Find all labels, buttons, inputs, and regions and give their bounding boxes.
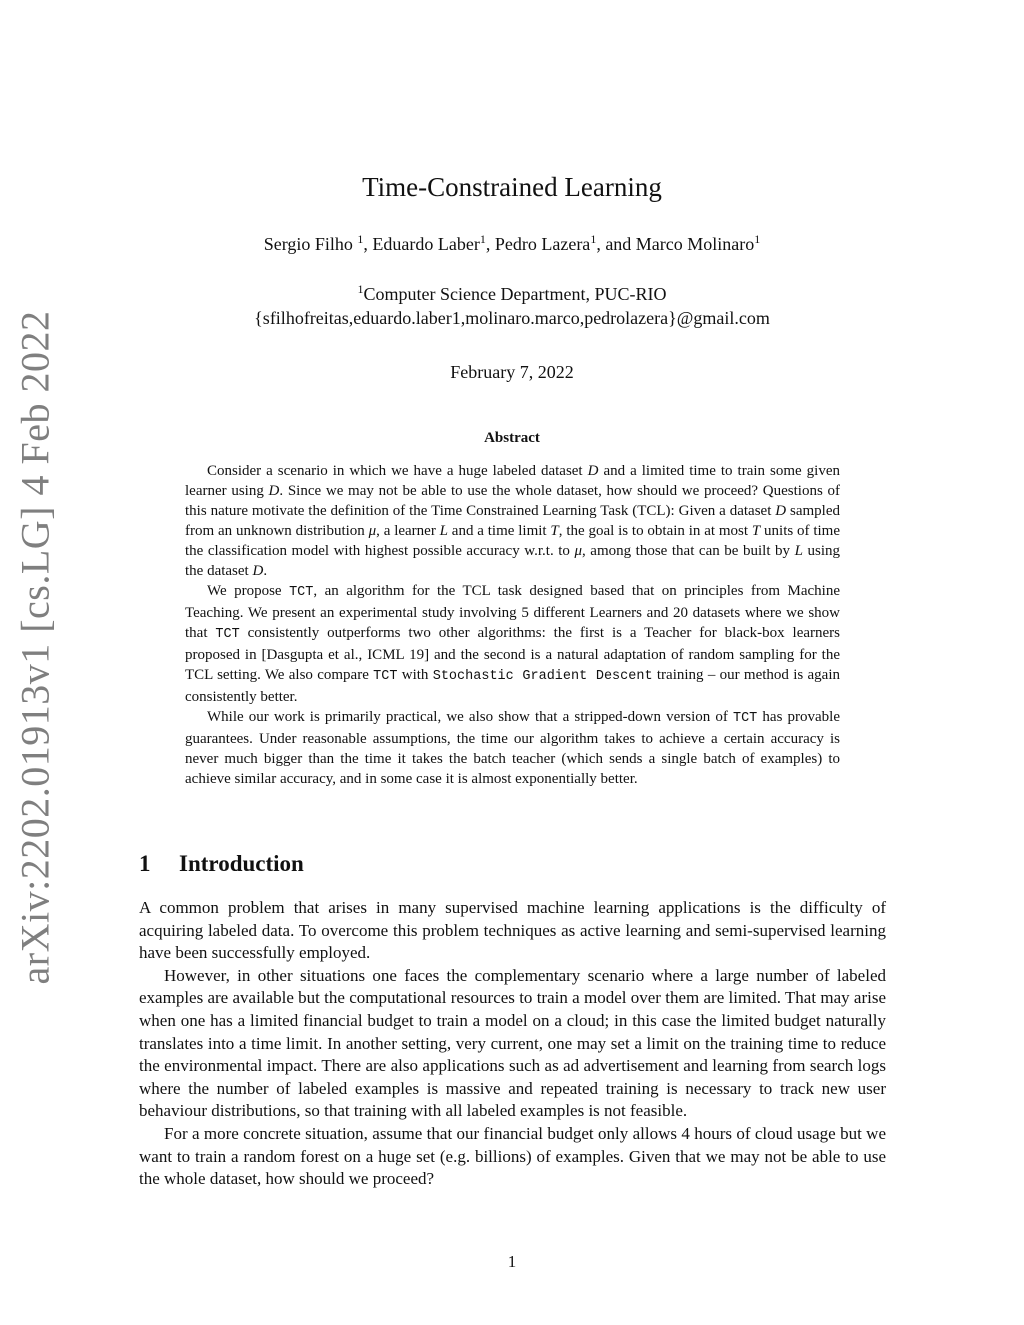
math-symbol: L <box>794 543 803 559</box>
text: Consider a scenario in which we have a huge labeled dataset <box>207 463 588 479</box>
text: , a learner <box>376 523 440 539</box>
text: units of time the classification model with highest possible accuracy w.r.t. to <box>185 523 840 559</box>
body-paragraph: A common problem that arises in many supervised machine learning applications is the difficulty of acquiring labeled data. To overcome this problem techniques as active learning and semi-supervised learning have been successfully employed. <box>139 898 886 963</box>
text: consistently outperforms two other algorithms: the first is a Teacher for black-box learners proposed in [Dasgupta et al., ICML 19] and the second is a natural adaptation of random sampling for the TCL setting. We also compare <box>185 625 840 683</box>
abstract-paragraph-2 <box>185 581 840 707</box>
math-symbol: μ <box>574 543 582 559</box>
introduction-body <box>139 897 886 1191</box>
text: . Since we may not be able to use the whole dataset, how should we proceed? Questions of this nature motivate the definition of the Time Constrained Learning Task (TCL): Given a dataset <box>185 483 840 519</box>
math-symbol: μ <box>368 523 377 539</box>
code-term: TCT <box>215 627 240 642</box>
code-term: Stochastic Gradient Descent <box>432 669 653 684</box>
body-paragraph: However, in other situations one faces the complementary scenario where a large number of labeled examples are available but the computational resources to train a model over them are limited. That may arise when one has a limited financial budget to train a model on a cloud; in this case the limited budget naturally translates into a time limit. In another setting, very current, one may set a limit on the training time to reduce the environmental impact. There are also applications such as ad advertisement and learning from search logs where the number of labeled examples is massive and repeated training is necessary to track new user behaviour distributions, so that training with all labeled examples is not feasible. <box>139 965 886 1121</box>
affiliation <box>0 277 1024 306</box>
code-term: TCT <box>373 669 398 684</box>
author-affiliation-mark: 1 <box>479 232 486 246</box>
text: , the goal is to obtain in at most <box>558 523 752 539</box>
text: , among those that can be built by <box>581 543 795 559</box>
author-affiliation-mark: 1 <box>357 232 364 246</box>
author-affiliation-mark: 1 <box>590 232 597 246</box>
abstract-paragraph-3 <box>185 707 840 789</box>
section-heading <box>139 851 304 877</box>
math-symbol: D <box>252 563 264 579</box>
text: and a limited time to train some given learner using <box>185 463 840 499</box>
body-paragraph: For a more concrete situation, assume that our financial budget only allows 4 hours of cloud usage but we want to train a random forest on a huge set (e.g. billions) of examples. Given that we may not be able to use the whole dataset, how should we proceed? <box>139 1123 886 1189</box>
text: training – our method is again consistently better. <box>185 667 840 705</box>
text: using the dataset <box>185 543 840 579</box>
author-list <box>0 232 1024 255</box>
author-name: Sergio Filho <box>263 234 358 254</box>
text: and a time limit <box>447 523 551 539</box>
affiliation-name: Computer Science Department, PUC-RIO <box>363 284 667 304</box>
author-emails: {sfilhofreitas,eduardo.laber1,molinaro.marco,pedrolazera}@gmail.com <box>254 308 770 328</box>
text: We propose <box>207 583 290 599</box>
abstract-heading: Abstract <box>484 430 540 446</box>
abstract-body <box>185 461 840 789</box>
math-symbol: L <box>439 523 448 539</box>
math-symbol: T <box>751 523 761 539</box>
section-number: 1 <box>139 851 151 876</box>
math-symbol: D <box>268 483 280 499</box>
author-name: , Eduardo Laber <box>363 234 480 254</box>
abstract-paragraph-1 <box>185 461 840 581</box>
math-symbol: D <box>775 503 787 519</box>
affiliation-mark: 1 <box>357 282 364 296</box>
author-affiliation-mark: 1 <box>754 232 761 246</box>
text: with <box>397 667 433 683</box>
paper-title: Time-Constrained Learning <box>362 172 662 202</box>
math-symbol: D <box>587 463 599 479</box>
code-term: TCT <box>732 711 758 726</box>
author-name: , Pedro Lazera <box>485 234 591 254</box>
arxiv-identifier: arXiv:2202.01913v1 [cs.LG] 4 Feb 2022 <box>12 310 58 985</box>
text: , an algorithm for the TCL task designed based that on principles from Machine Teaching. We present an experimental study involving 5 different Learners and 20 datasets where we show that <box>185 583 840 641</box>
arxiv-sidebar <box>10 310 60 985</box>
section-title: Introduction <box>179 851 304 876</box>
text: . <box>263 563 268 579</box>
affiliation-block <box>0 277 1024 330</box>
math-symbol: T <box>550 523 559 539</box>
page-number: 1 <box>507 1252 517 1271</box>
text: has provable guarantees. Under reasonable assumptions, the time our algorithm takes to achieve a certain accuracy is never much bigger than the time it takes the batch teacher (which sends a single batch of examples) to achieve similar accuracy, and in some case it is almost exponentially better. <box>185 709 840 787</box>
paper-date: February 7, 2022 <box>450 362 574 382</box>
author-name: , and Marco Molinaro <box>596 234 755 254</box>
text: While our work is primarily practical, we also show that a stripped-down version of <box>207 709 733 725</box>
text: sampled from an unknown distribution <box>185 503 840 539</box>
code-term: TCT <box>289 585 314 600</box>
